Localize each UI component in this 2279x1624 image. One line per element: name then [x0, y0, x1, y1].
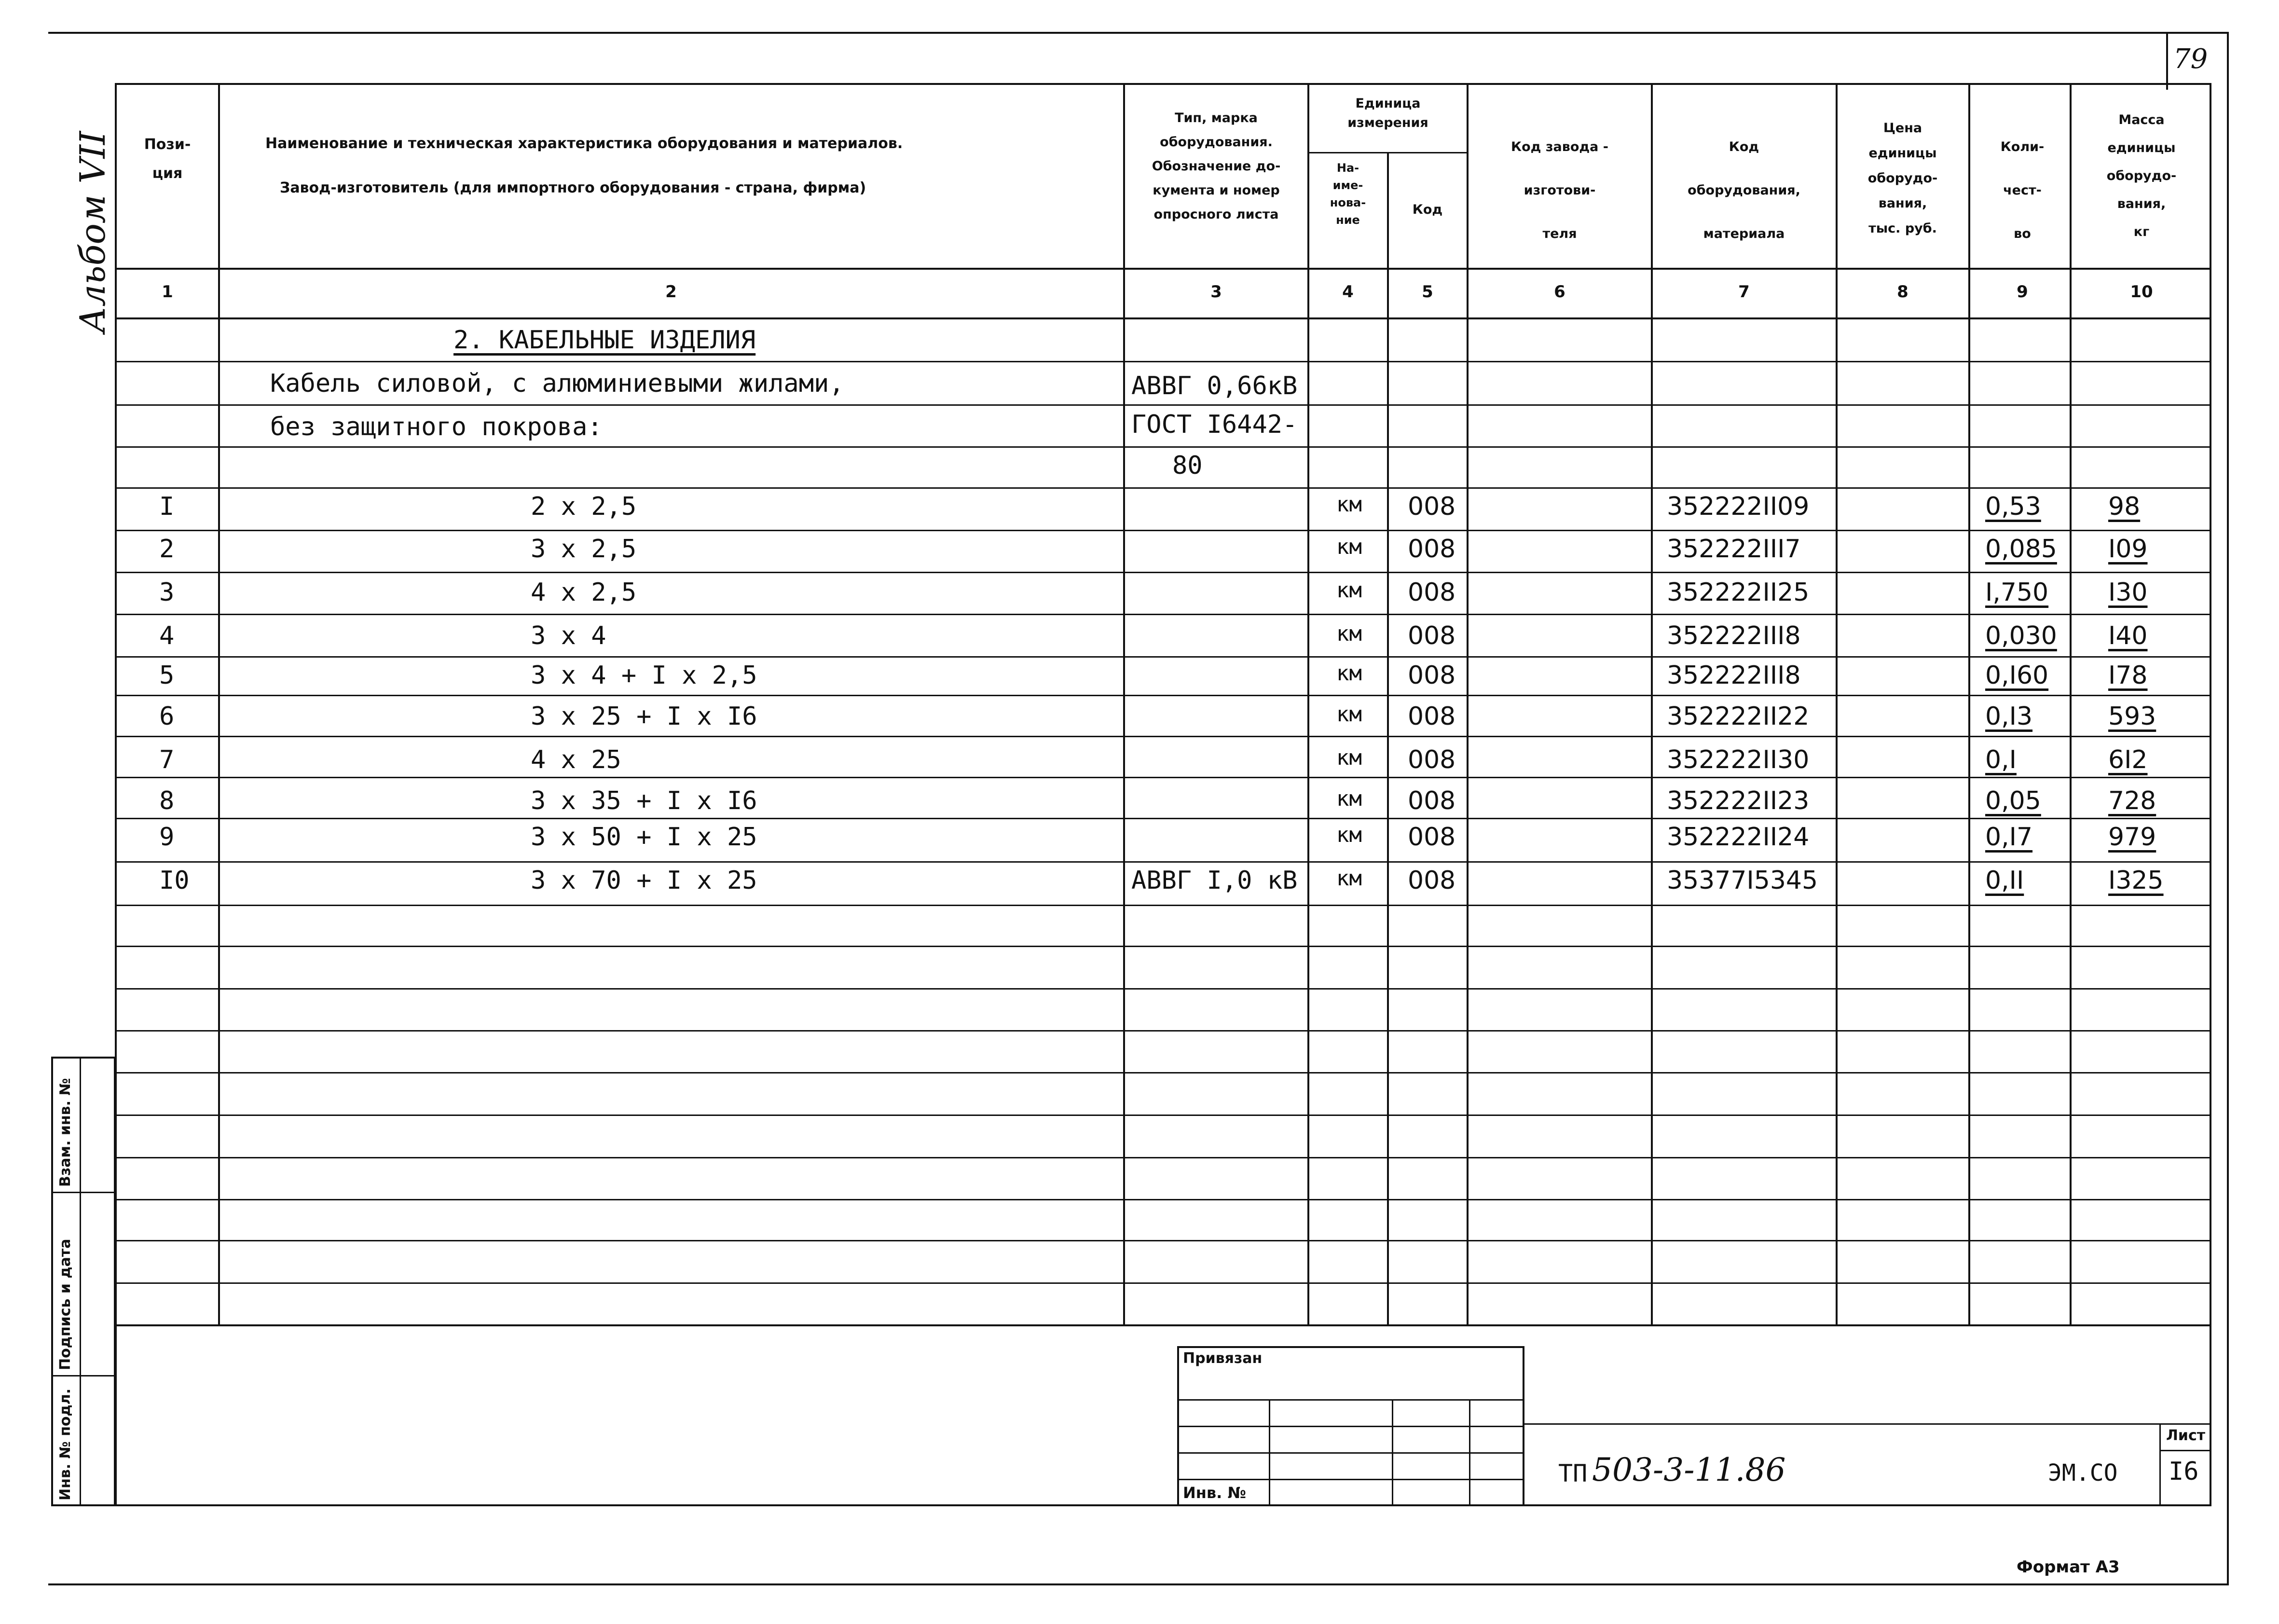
position-cell: 6 [159, 702, 175, 731]
row-line [115, 818, 2211, 819]
unit-cell: км [1336, 492, 1362, 517]
material-code-cell: 352222III7 [1667, 535, 1801, 564]
unit-code-cell: 008 [1408, 578, 1456, 607]
col-line-7 [1836, 83, 1838, 1325]
row-line [115, 1282, 2211, 1284]
mass-cell: 98 [2108, 492, 2141, 521]
quantity-cell: 0,I [1985, 745, 2017, 774]
material-code-cell: 352222II23 [1667, 786, 1810, 815]
column-number: 7 [1738, 282, 1750, 302]
row-line [115, 487, 2211, 489]
name-cell: 4 х 25 [531, 745, 621, 774]
header-plant-code: Код завода - изготови- теля [1511, 139, 1608, 241]
position-cell: I [159, 492, 175, 521]
col-line-1 [218, 83, 220, 1325]
privyazan-col [1392, 1399, 1393, 1506]
side-stamp-inv-podl: Инв. № подл. [57, 1388, 74, 1500]
unit-cell: км [1336, 786, 1362, 811]
mass-cell: I325 [2108, 866, 2164, 895]
mass-cell: I09 [2108, 535, 2148, 564]
position-cell: 2 [159, 535, 175, 564]
row-line [115, 736, 2211, 737]
header-type: Тип, марка оборудования. Обозначение до- кумента и номер опросного листа [1152, 110, 1281, 222]
row-line [115, 614, 2211, 615]
unit-code-cell: 008 [1408, 866, 1456, 895]
mass-cell: 979 [2108, 823, 2156, 852]
mass-cell: I40 [2108, 621, 2148, 650]
right-border-line [2227, 32, 2229, 1585]
description-line: без защитного покрова: [270, 413, 603, 441]
position-cell: 9 [159, 823, 175, 852]
row-line [115, 572, 2211, 573]
row-line [115, 695, 2211, 696]
inv-no-label: Инв. № [1183, 1484, 1246, 1502]
header-bottom-line [115, 268, 2211, 270]
col-line-8 [1968, 83, 1970, 1325]
unit-code-cell: 008 [1408, 702, 1456, 731]
quantity-cell: 0,I7 [1985, 823, 2033, 852]
row-line [115, 1072, 2211, 1073]
unit-code-cell: 008 [1408, 492, 1456, 521]
unit-cell: км [1336, 621, 1362, 646]
privyazan-line [1177, 1479, 1524, 1480]
position-cell: 3 [159, 578, 175, 607]
type-line: ГОСТ I6442- [1131, 410, 1298, 439]
name-cell: 2 х 2,5 [531, 492, 637, 521]
header-material-code: Код оборудования, материала [1688, 139, 1800, 241]
column-number: 4 [1342, 282, 1354, 302]
material-code-cell: 352222III8 [1667, 621, 1801, 650]
material-code-cell: 352222II30 [1667, 745, 1810, 774]
material-code-cell: 352222II24 [1667, 823, 1810, 852]
unit-cell: км [1336, 535, 1362, 559]
unit-code-cell: 008 [1408, 535, 1456, 564]
material-code-cell: 352222II09 [1667, 492, 1810, 521]
row-line [115, 656, 2211, 658]
unit-cell: км [1336, 661, 1362, 686]
header-unit-name: На- име- нова- ние [1330, 161, 1366, 227]
doc-code-prefix: ТП [1558, 1459, 1588, 1487]
list-divider [2159, 1450, 2211, 1451]
material-code-cell: 352222II22 [1667, 702, 1810, 731]
unit-cell: км [1336, 745, 1362, 770]
col-line-9 [2070, 83, 2072, 1325]
col-line-4 [1387, 152, 1389, 1325]
header-quantity: Коли- чест- во [2000, 139, 2045, 241]
row-line [115, 361, 2211, 362]
column-number: 6 [1554, 282, 1565, 302]
row-line [115, 905, 2211, 906]
list-col-line [2159, 1423, 2161, 1506]
name-cell: 3 х 35 + I х I6 [531, 786, 757, 815]
privyazan-col [1469, 1399, 1470, 1506]
type-line: 80 [1172, 451, 1203, 480]
row-line [115, 861, 2211, 863]
title-block-line [1524, 1423, 2211, 1425]
format-label: Формат А3 [2017, 1557, 2120, 1577]
col-line-2 [1123, 83, 1125, 1325]
privyazan-label: Привязан [1183, 1350, 1263, 1367]
row-line [115, 404, 2211, 406]
mass-cell: 593 [2108, 702, 2156, 731]
name-cell: 3 х 4 + I х 2,5 [531, 661, 757, 690]
column-number: 5 [1422, 282, 1433, 302]
quantity-cell: 0,I3 [1985, 702, 2033, 731]
list-label: Лист [2166, 1427, 2206, 1444]
header-price: Цена единицы оборудо- вания, тыс. руб. [1867, 121, 1938, 236]
unit-cell: км [1336, 702, 1362, 727]
privyazan-col [1269, 1399, 1270, 1506]
header-unit-code: Код [1412, 202, 1443, 217]
position-cell: I0 [159, 866, 190, 895]
side-stamp-vzam-inv: Взам. инв. № [57, 1078, 74, 1187]
column-number: 10 [2130, 282, 2153, 302]
mass-cell: I78 [2108, 661, 2148, 690]
row-line [115, 1115, 2211, 1116]
material-code-cell: 352222III8 [1667, 661, 1801, 690]
quantity-cell: 0,05 [1985, 786, 2041, 815]
privyazan-line [1177, 1452, 1524, 1454]
quantity-cell: I,750 [1985, 578, 2049, 607]
row-line [115, 1157, 2211, 1158]
position-cell: 4 [159, 621, 175, 650]
type-line: АВВГ 0,66кВ [1131, 372, 1298, 400]
bottom-border-line [48, 1583, 2229, 1585]
material-code-cell: 352222II25 [1667, 578, 1810, 607]
mass-cell: 6I2 [2108, 745, 2148, 774]
quantity-cell: 0,53 [1985, 492, 2041, 521]
unit-cell: км [1336, 578, 1362, 603]
name-cell: 3 х 25 + I х I6 [531, 702, 757, 731]
row-line [115, 988, 2211, 990]
side-stamp-row-line [51, 1192, 116, 1193]
side-stamp-divider [80, 1057, 81, 1506]
material-code-cell: 35377I5345 [1667, 866, 1818, 895]
row-line [115, 530, 2211, 531]
column-number: 3 [1210, 282, 1222, 302]
row-line [115, 777, 2211, 778]
description-line: Кабель силовой, с алюминиевыми жилами, [270, 369, 844, 398]
col-line-3 [1307, 83, 1309, 1325]
privyazan-line [1177, 1426, 1524, 1427]
table-body-bottom-line [115, 1324, 2211, 1326]
unit-code-cell: 008 [1408, 786, 1456, 815]
name-cell: 3 х 2,5 [531, 535, 637, 564]
row-line [115, 446, 2211, 448]
album-label: Альбом VII [72, 131, 113, 333]
header-position: Пози- ция [144, 136, 191, 182]
unit-code-cell: 008 [1408, 823, 1456, 852]
row-line [115, 1240, 2211, 1241]
unit-code-cell: 008 [1408, 745, 1456, 774]
quantity-cell: 0,085 [1985, 535, 2057, 564]
colnum-bottom-line [115, 317, 2211, 319]
name-cell: 3 х 70 + I х 25 [531, 866, 757, 895]
list-number: I6 [2169, 1457, 2199, 1486]
quantity-cell: 0,II [1985, 866, 2024, 895]
col-line-6 [1651, 83, 1653, 1325]
row-line [115, 1030, 2211, 1032]
corner-box-left-line [2166, 32, 2168, 90]
header-mass: Масса единицы оборудо- вания, кг [2106, 112, 2177, 239]
column-number: 9 [2017, 282, 2028, 302]
unit-cell: км [1336, 866, 1362, 891]
mass-cell: I30 [2108, 578, 2148, 607]
unit-code-cell: 008 [1408, 661, 1456, 690]
name-cell: 4 х 2,5 [531, 578, 637, 607]
side-stamp-row-line [51, 1375, 116, 1376]
privyazan-line [1177, 1399, 1524, 1401]
doc-code-hand: 503-3-11.86 [1592, 1451, 1786, 1488]
top-border-line [48, 32, 2229, 34]
unit-code-cell: 008 [1408, 621, 1456, 650]
name-cell: 3 х 4 [531, 621, 606, 650]
column-number: 2 [665, 282, 677, 302]
mass-cell: 728 [2108, 786, 2156, 815]
column-number: 8 [1897, 282, 1908, 302]
quantity-cell: 0,I60 [1985, 661, 2049, 690]
side-stamp-podpis-data: Подпись и дата [57, 1239, 74, 1370]
column-number: 1 [162, 282, 173, 302]
header-unit-group: Единица измерения [1347, 96, 1428, 130]
doc-suffix: ЭМ.СО [2048, 1459, 2118, 1486]
col-line-5 [1467, 83, 1469, 1325]
position-cell: 5 [159, 661, 175, 690]
position-cell: 8 [159, 786, 175, 815]
row-line [115, 1199, 2211, 1200]
name-cell: 3 х 50 + I х 25 [531, 823, 757, 852]
header-name-line1: Наименование и техническая характеристика оборудования и материалов. [265, 135, 903, 152]
header-name-line2: Завод-изготовитель (для импортного оборудования - страна, фирма) [280, 179, 866, 196]
type-cell: АВВГ I,0 кВ [1131, 866, 1298, 895]
quantity-cell: 0,030 [1985, 621, 2057, 650]
position-cell: 7 [159, 745, 175, 774]
row-line [115, 946, 2211, 947]
section-title: 2. КАБЕЛЬНЫЕ ИЗДЕЛИЯ [453, 326, 756, 355]
unit-cell: км [1336, 823, 1362, 847]
sheet-corner-number: 79 [2173, 43, 2208, 75]
